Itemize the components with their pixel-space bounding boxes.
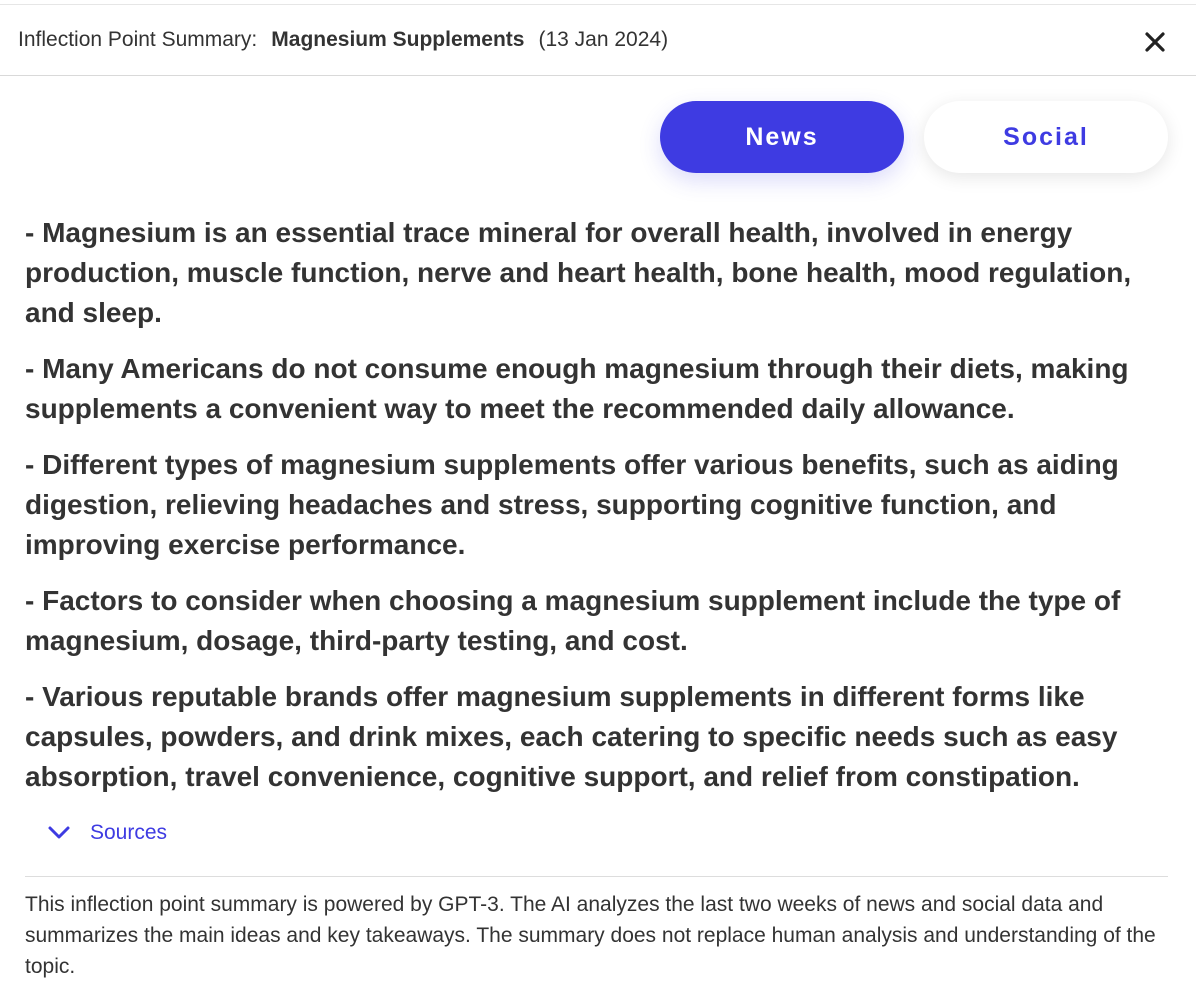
tab-news[interactable]: News bbox=[660, 101, 904, 173]
close-button[interactable] bbox=[1140, 27, 1170, 57]
summary-point: - Factors to consider when choosing a magnesium supplement include the type of magnesium, dosage, third-party testing, and cost. bbox=[25, 585, 1121, 656]
sources-label: Sources bbox=[90, 821, 168, 844]
header-topic: Magnesium Supplements bbox=[271, 28, 525, 51]
summary-point: - Various reputable brands offer magnesium supplements in different forms like capsules, powders, and drink mixes, each catering to specific needs such as easy absorption, travel convenience, cognitive support, and relief from constipation. bbox=[25, 681, 1118, 792]
tab-bar bbox=[660, 101, 1168, 173]
footer-divider bbox=[25, 876, 1168, 877]
summary-point: - Different types of magnesium supplements offer various benefits, such as aiding digestion, relieving headaches and stress, supporting cognitive function, and improving exercise performance. bbox=[25, 449, 1119, 560]
tab-social[interactable]: Social bbox=[924, 101, 1168, 173]
chevron-down-icon bbox=[46, 820, 72, 846]
header-label: Inflection Point Summary: bbox=[18, 28, 258, 51]
summary-text bbox=[25, 213, 1175, 813]
close-icon bbox=[1140, 27, 1170, 57]
summary-point: - Many Americans do not consume enough magnesium through their diets, making supplements a convenient way to meet the recommended daily allowance. bbox=[25, 353, 1129, 424]
disclaimer-text: This inflection point summary is powered by GPT-3. The AI analyzes the last two weeks of news and social data and summarizes the main ideas and key takeaways. The summary does not replace human analysis and understanding of the topic. bbox=[25, 893, 1156, 978]
summary-point: - Magnesium is an essential trace mineral for overall health, involved in energy production, muscle function, nerve and heart health, bone health, mood regulation, and sleep. bbox=[25, 217, 1132, 328]
sources-toggle[interactable] bbox=[46, 820, 167, 846]
header-date: (13 Jan 2024) bbox=[538, 28, 669, 51]
modal-header bbox=[0, 4, 1196, 76]
